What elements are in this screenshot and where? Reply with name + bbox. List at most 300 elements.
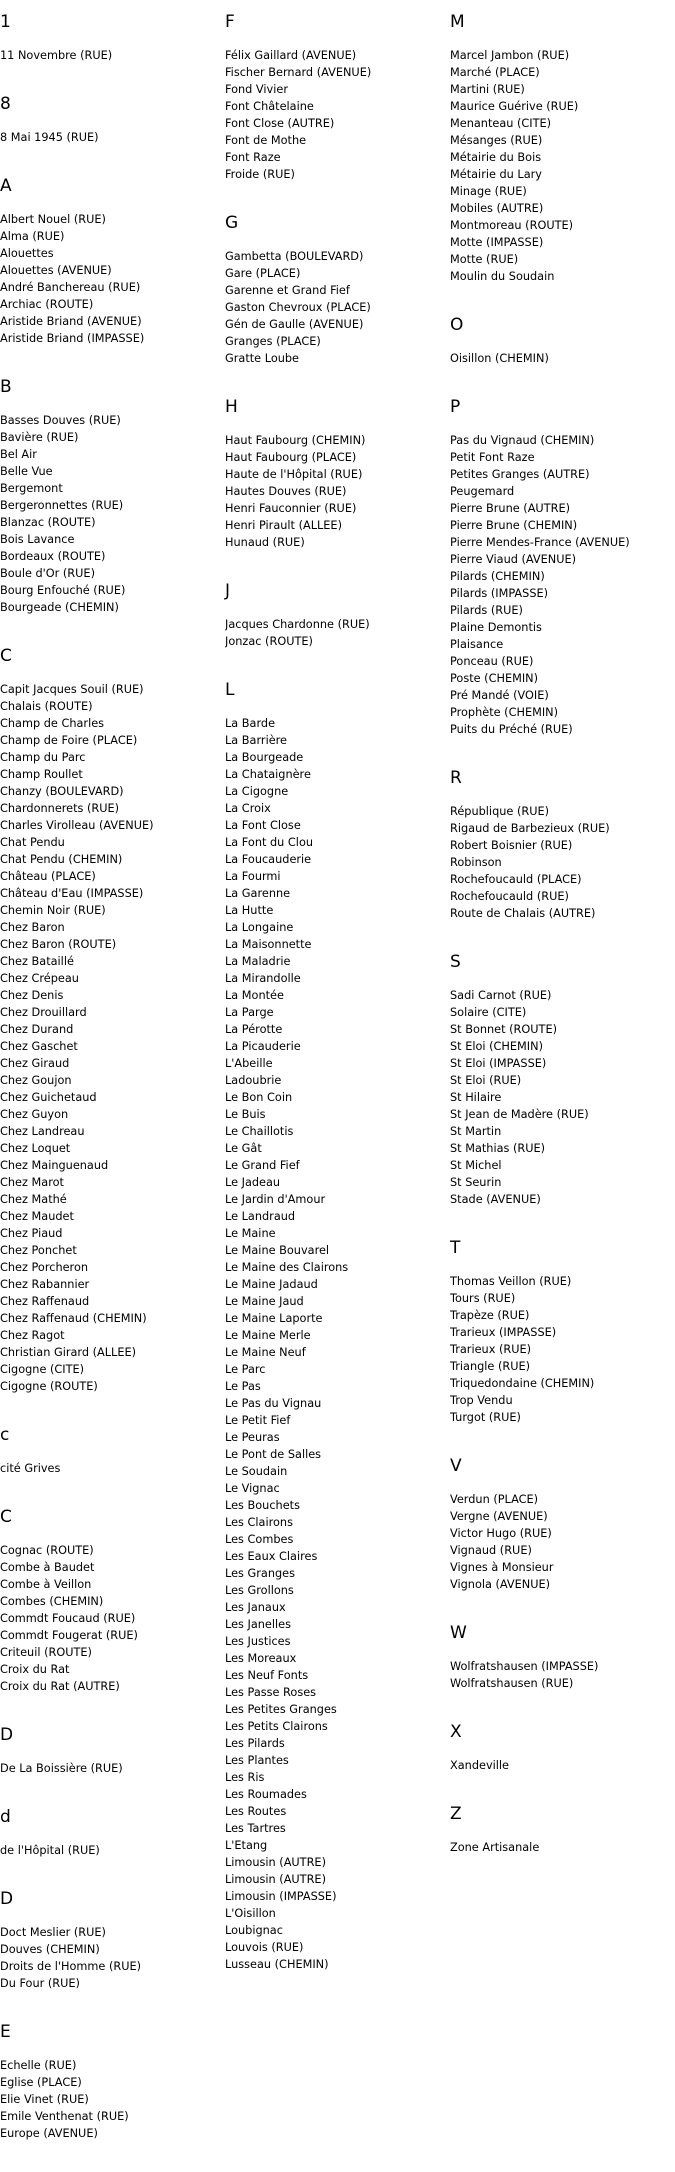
street-link[interactable]: Ponceau (RUE) (450, 655, 534, 668)
street-list (450, 1839, 675, 1856)
street-link[interactable]: Le Parc (225, 1363, 266, 1376)
street-link[interactable]: Le Maine Laporte (225, 1312, 323, 1325)
street-link[interactable]: Verdun (PLACE) (450, 1493, 539, 1506)
street-link[interactable]: Font Raze (225, 151, 281, 164)
street-link[interactable]: St Eloi (IMPASSE) (450, 1057, 547, 1070)
street-link[interactable]: Chat Pendu (0, 836, 65, 849)
street-link[interactable]: Trop Vendu (450, 1394, 513, 1407)
street-link[interactable]: Métairie du Bois (450, 151, 542, 164)
street-link[interactable]: Font de Mothe (225, 134, 307, 147)
street-link[interactable]: Les Petites Granges (225, 1703, 337, 1716)
street-link[interactable]: Stade (AVENUE) (450, 1193, 541, 1206)
street-link[interactable]: Puits du Préché (RUE) (450, 723, 573, 736)
street-link[interactable]: Lusseau (CHEMIN) (225, 1958, 329, 1971)
letter-group (450, 12, 675, 285)
letter-group (0, 1425, 220, 1477)
street-link[interactable]: Thomas Veillon (RUE) (450, 1275, 572, 1288)
street-link[interactable]: Emile Venthenat (RUE) (0, 2110, 129, 2123)
street-link[interactable]: Félix Gaillard (AVENUE) (225, 49, 357, 62)
street-link[interactable]: Cognac (ROUTE) (0, 1544, 94, 1557)
street-link[interactable]: Alouettes (AVENUE) (0, 264, 112, 277)
street-link[interactable]: Criteuil (ROUTE) (0, 1646, 92, 1659)
street-link[interactable]: Font Châtelaine (225, 100, 314, 113)
letter-group (450, 397, 675, 738)
letter-heading: L (225, 680, 235, 700)
street-link[interactable]: Bordeaux (ROUTE) (0, 550, 106, 563)
street-link[interactable]: Plaisance (450, 638, 504, 651)
street-link[interactable]: Les Petits Clairons (225, 1720, 328, 1733)
street-link[interactable]: Doct Meslier (RUE) (0, 1926, 106, 1939)
street-link[interactable]: De La Boissière (RUE) (0, 1762, 123, 1775)
street-link[interactable]: La Picauderie (225, 1040, 301, 1053)
street-link[interactable]: Henri Pirault (ALLEE) (225, 519, 342, 532)
street-link[interactable]: St Bonnet (ROUTE) (450, 1023, 558, 1036)
street-link[interactable]: La Font du Clou (225, 836, 314, 849)
street-link[interactable]: Chardonnerets (RUE) (0, 802, 120, 815)
street-link[interactable]: Chez Denis (0, 989, 64, 1002)
letter-heading: Z (450, 1804, 462, 1824)
street-link[interactable]: Blanzac (ROUTE) (0, 516, 96, 529)
street-link[interactable]: La Chataignère (225, 768, 311, 781)
street-link[interactable]: Trarieux (RUE) (450, 1343, 532, 1356)
letter-group (450, 1238, 675, 1426)
street-link[interactable]: Le Maine (225, 1227, 276, 1240)
street-link[interactable]: Xandeville (450, 1759, 509, 1772)
street-link[interactable]: Rochefoucauld (PLACE) (450, 873, 582, 886)
street-link[interactable]: Pas du Vignaud (CHEMIN) (450, 434, 595, 447)
street-link[interactable]: Jacques Chardonne (RUE) (225, 618, 370, 631)
street-link[interactable]: La Hutte (225, 904, 274, 917)
street-link[interactable]: Triangle (RUE) (450, 1360, 531, 1373)
street-link[interactable]: Chez Mathé (0, 1193, 67, 1206)
street-link[interactable]: Le Maine des Clairons (225, 1261, 349, 1274)
street-link[interactable]: Chez Piaud (0, 1227, 63, 1240)
street-link[interactable]: St Seurin (450, 1176, 502, 1189)
street-link[interactable]: Le Grand Fief (225, 1159, 300, 1172)
street-list (0, 1760, 220, 1777)
street-link[interactable]: Chez Marot (0, 1176, 64, 1189)
street-link[interactable]: Gratte Loube (225, 352, 300, 365)
street-link[interactable]: Le Soudain (225, 1465, 288, 1478)
street-link[interactable]: Bourg Enfouché (RUE) (0, 584, 126, 597)
street-link[interactable]: La Maladrie (225, 955, 291, 968)
street-link[interactable]: Hautes Douves (RUE) (225, 485, 347, 498)
street-link[interactable]: Haute de l'Hôpital (RUE) (225, 468, 363, 481)
street-link[interactable]: Commdt Foucaud (RUE) (0, 1612, 136, 1625)
street-link[interactable]: La Croix (225, 802, 271, 815)
street-link[interactable]: La Font Close (225, 819, 301, 832)
street-link[interactable]: Chez Loquet (0, 1142, 71, 1155)
street-link[interactable]: Vignaud (RUE) (450, 1544, 532, 1557)
street-link[interactable]: Solaire (CITE) (450, 1006, 527, 1019)
street-list (450, 1658, 675, 1692)
street-link[interactable]: Triquedondaine (CHEMIN) (450, 1377, 595, 1390)
letter-group (225, 12, 445, 183)
street-link[interactable]: Aristide Briand (AVENUE) (0, 315, 142, 328)
street-link[interactable]: Limousin (AUTRE) (225, 1856, 326, 1869)
street-link[interactable]: Bel Air (0, 448, 37, 461)
street-list (0, 1924, 220, 1992)
street-link[interactable]: La Parge (225, 1006, 274, 1019)
street-link[interactable]: Croix du Rat (AUTRE) (0, 1680, 120, 1693)
street-link[interactable]: Henri Fauconnier (RUE) (225, 502, 357, 515)
street-link[interactable]: Les Eaux Claires (225, 1550, 318, 1563)
street-link[interactable]: Belle Vue (0, 465, 53, 478)
letter-group (450, 315, 675, 367)
street-link[interactable]: Le Jadeau (225, 1176, 281, 1189)
street-link[interactable]: Les Justices (225, 1635, 291, 1648)
street-list (225, 715, 445, 1973)
street-link[interactable]: Menanteau (CITE) (450, 117, 552, 130)
street-link[interactable]: Chanzy (BOULEVARD) (0, 785, 124, 798)
street-link[interactable]: Champ Roullet (0, 768, 83, 781)
letter-heading: H (225, 397, 238, 417)
street-link[interactable]: L'Abeille (225, 1057, 273, 1070)
street-link[interactable]: Les Pilards (225, 1737, 285, 1750)
street-link[interactable]: Pilards (RUE) (450, 604, 523, 617)
street-link[interactable]: Chez Drouillard (0, 1006, 87, 1019)
letter-heading: c (0, 1425, 10, 1445)
street-link[interactable]: L'Oisillon (225, 1907, 276, 1920)
street-link[interactable]: Fischer Bernard (AVENUE) (225, 66, 372, 79)
street-link[interactable]: Moulin du Soudain (450, 270, 555, 283)
letter-heading: W (450, 1623, 467, 1643)
street-link[interactable]: Bergeronnettes (RUE) (0, 499, 124, 512)
street-link[interactable]: Prophète (CHEMIN) (450, 706, 559, 719)
street-link[interactable]: Chez Durand (0, 1023, 74, 1036)
street-link[interactable]: Boule d'Or (RUE) (0, 567, 95, 580)
letter-group (225, 581, 445, 650)
street-link[interactable]: Charles Virolleau (AVENUE) (0, 819, 154, 832)
street-link[interactable]: St Eloi (RUE) (450, 1074, 522, 1087)
street-link[interactable]: Douves (CHEMIN) (0, 1943, 100, 1956)
street-link[interactable]: Le Pas (225, 1380, 261, 1393)
street-link[interactable]: Alouettes (0, 247, 54, 260)
street-link[interactable]: Les Tartres (225, 1822, 286, 1835)
street-link[interactable]: Robinson (450, 856, 502, 869)
street-link[interactable]: Limousin (IMPASSE) (225, 1890, 337, 1903)
street-link[interactable]: Poste (CHEMIN) (450, 672, 539, 685)
street-link[interactable]: Mésanges (RUE) (450, 134, 543, 147)
street-link[interactable]: Le Maine Bouvarel (225, 1244, 330, 1257)
street-list (450, 350, 675, 367)
street-link[interactable]: Pilards (IMPASSE) (450, 587, 549, 600)
street-link[interactable]: Les Ris (225, 1771, 265, 1784)
street-link[interactable]: Haut Faubourg (PLACE) (225, 451, 357, 464)
street-list (450, 1757, 675, 1774)
street-link[interactable]: Motte (IMPASSE) (450, 236, 544, 249)
street-link[interactable]: Champ du Parc (0, 751, 86, 764)
street-link[interactable]: Louvois (RUE) (225, 1941, 304, 1954)
letter-group (450, 768, 675, 922)
street-link[interactable]: Pierre Viaud (AVENUE) (450, 553, 577, 566)
street-list (0, 1542, 220, 1695)
street-link[interactable]: Montmoreau (ROUTE) (450, 219, 574, 232)
street-link[interactable]: Gambetta (BOULEVARD) (225, 250, 364, 263)
street-link[interactable]: Chemin Noir (RUE) (0, 904, 106, 917)
street-link[interactable]: Vignes à Monsieur (450, 1561, 554, 1574)
letter-group (0, 94, 220, 146)
street-link[interactable]: Trapèze (RUE) (450, 1309, 530, 1322)
letter-heading: C (0, 1507, 12, 1527)
street-link[interactable]: Aristide Briand (IMPASSE) (0, 332, 145, 345)
street-link[interactable]: La Longaine (225, 921, 294, 934)
street-link[interactable]: Cigogne (ROUTE) (0, 1380, 98, 1393)
street-link[interactable]: Rigaud de Barbezieux (RUE) (450, 822, 610, 835)
street-link[interactable]: Robert Boisnier (RUE) (450, 839, 573, 852)
street-link[interactable]: Le Maine Merle (225, 1329, 311, 1342)
street-link[interactable]: Le Landraud (225, 1210, 296, 1223)
street-list (0, 2057, 220, 2142)
street-link[interactable]: Le Pont de Salles (225, 1448, 322, 1461)
street-link[interactable]: Le Buis (225, 1108, 266, 1121)
street-link[interactable]: Château (PLACE) (0, 870, 96, 883)
street-link[interactable]: Le Vignac (225, 1482, 280, 1495)
street-link[interactable]: Oisillon (CHEMIN) (450, 352, 549, 365)
street-link[interactable]: Chez Raffenaud (0, 1295, 90, 1308)
street-link[interactable]: Le Maine Neuf (225, 1346, 306, 1359)
letter-group (0, 377, 220, 616)
street-link[interactable]: Echelle (RUE) (0, 2059, 77, 2072)
street-list (0, 412, 220, 616)
street-link[interactable]: Le Peuras (225, 1431, 280, 1444)
street-link[interactable]: Chez Baron (ROUTE) (0, 938, 117, 951)
street-link[interactable]: Combes (CHEMIN) (0, 1595, 104, 1608)
street-link[interactable]: Les Bouchets (225, 1499, 300, 1512)
street-link[interactable]: L'Etang (225, 1839, 268, 1852)
street-link[interactable]: Plaine Demontis (450, 621, 542, 634)
street-link[interactable]: Chez Ponchet (0, 1244, 77, 1257)
street-link[interactable]: Haut Faubourg (CHEMIN) (225, 434, 366, 447)
street-list (0, 681, 220, 1395)
street-link[interactable]: Le Chaillotis (225, 1125, 294, 1138)
street-link[interactable]: Chez Gaschet (0, 1040, 78, 1053)
letter-heading: B (0, 377, 12, 397)
street-link[interactable]: Champ de Foire (PLACE) (0, 734, 138, 747)
street-link[interactable]: Combe à Veillon (0, 1578, 92, 1591)
street-link[interactable]: Chez Porcheron (0, 1261, 89, 1274)
street-link[interactable]: Les Janaux (225, 1601, 286, 1614)
street-link[interactable]: Le Bon Coin (225, 1091, 293, 1104)
street-link[interactable]: Peugemard (450, 485, 515, 498)
street-link[interactable]: La Barrière (225, 734, 288, 747)
street-link[interactable]: St Eloi (CHEMIN) (450, 1040, 543, 1053)
street-link[interactable]: Petit Font Raze (450, 451, 535, 464)
street-link[interactable]: La Foucauderie (225, 853, 312, 866)
street-link[interactable]: Granges (PLACE) (225, 335, 321, 348)
street-link[interactable]: Chez Giraud (0, 1057, 70, 1070)
street-link[interactable]: Gare (PLACE) (225, 267, 301, 280)
street-link[interactable]: Tours (RUE) (450, 1292, 516, 1305)
street-link[interactable]: Chez Rabannier (0, 1278, 90, 1291)
street-link[interactable]: Cigogne (CITE) (0, 1363, 85, 1376)
street-link[interactable]: La Pérotte (225, 1023, 283, 1036)
street-link[interactable]: La Mirandolle (225, 972, 301, 985)
street-link[interactable]: Les Clairons (225, 1516, 293, 1529)
street-link[interactable]: Chez Guyon (0, 1108, 69, 1121)
street-link[interactable]: Vignola (AVENUE) (450, 1578, 551, 1591)
street-link[interactable]: de l'Hôpital (RUE) (0, 1844, 100, 1857)
letter-heading: S (450, 952, 461, 972)
street-link[interactable]: Archiac (ROUTE) (0, 298, 94, 311)
street-list (225, 616, 445, 650)
street-link[interactable]: Froide (RUE) (225, 168, 295, 181)
street-link[interactable]: Petites Granges (AUTRE) (450, 468, 590, 481)
street-link[interactable]: Chez Baron (0, 921, 65, 934)
street-link[interactable]: Elie Vinet (RUE) (0, 2093, 89, 2106)
street-link[interactable]: Christian Girard (ALLEE) (0, 1346, 137, 1359)
street-link[interactable]: Pilards (CHEMIN) (450, 570, 545, 583)
street-link[interactable]: St Mathias (RUE) (450, 1142, 546, 1155)
street-list (0, 211, 220, 347)
street-link[interactable]: Capit Jacques Souil (RUE) (0, 683, 144, 696)
street-link[interactable]: Les Janelles (225, 1618, 291, 1631)
letter-heading: 1 (0, 12, 11, 32)
street-link[interactable]: Les Routes (225, 1805, 287, 1818)
letter-group (0, 646, 220, 1395)
street-link[interactable]: La Fourmi (225, 870, 281, 883)
street-link[interactable]: Bourgeade (CHEMIN) (0, 601, 119, 614)
street-link[interactable]: Mobiles (AUTRE) (450, 202, 544, 215)
street-link[interactable]: André Banchereau (RUE) (0, 281, 141, 294)
street-link[interactable]: Combe à Baudet (0, 1561, 95, 1574)
street-link[interactable]: Les Moreaux (225, 1652, 297, 1665)
street-link[interactable]: Basses Douves (RUE) (0, 414, 121, 427)
street-link[interactable]: Sadi Carnot (RUE) (450, 989, 552, 1002)
street-link[interactable]: Le Pas du Vignau (225, 1397, 322, 1410)
street-link[interactable]: Chez Mainguenaud (0, 1159, 109, 1172)
street-link[interactable]: Trarieux (IMPASSE) (450, 1326, 557, 1339)
street-link[interactable]: Les Roumades (225, 1788, 307, 1801)
street-link[interactable]: Marché (PLACE) (450, 66, 540, 79)
street-link[interactable]: Les Neuf Fonts (225, 1669, 309, 1682)
street-list (450, 803, 675, 922)
street-link[interactable]: Minage (RUE) (450, 185, 527, 198)
street-link[interactable]: Les Plantes (225, 1754, 289, 1767)
street-link[interactable]: Commdt Fougerat (RUE) (0, 1629, 138, 1642)
street-link[interactable]: Font Close (AUTRE) (225, 117, 335, 130)
street-link[interactable]: Pierre Brune (AUTRE) (450, 502, 570, 515)
street-link[interactable]: République (RUE) (450, 805, 550, 818)
street-link[interactable]: Pré Mandé (VOIE) (450, 689, 549, 702)
street-link[interactable]: Jonzac (ROUTE) (225, 635, 313, 648)
street-link[interactable]: Les Grollons (225, 1584, 294, 1597)
street-link[interactable]: Chez Maudet (0, 1210, 74, 1223)
letter-heading: R (450, 768, 462, 788)
street-link[interactable]: Le Maine Jaud (225, 1295, 304, 1308)
street-link[interactable]: La Maisonnette (225, 938, 312, 951)
street-link[interactable]: 11 Novembre (RUE) (0, 49, 113, 62)
letter-group (0, 12, 220, 64)
letter-group (225, 680, 445, 1973)
street-link[interactable]: Loubignac (225, 1924, 283, 1937)
street-list (450, 47, 675, 285)
street-list (225, 47, 445, 183)
street-link[interactable]: Chez Goujon (0, 1074, 72, 1087)
street-link[interactable]: Les Passe Roses (225, 1686, 317, 1699)
street-link[interactable]: Chez Ragot (0, 1329, 65, 1342)
street-link[interactable]: La Bourgeade (225, 751, 304, 764)
street-link[interactable]: Europe (AVENUE) (0, 2127, 98, 2140)
street-link[interactable]: Victor Hugo (RUE) (450, 1527, 552, 1540)
street-link[interactable]: Limousin (AUTRE) (225, 1873, 326, 1886)
street-link[interactable]: Bergemont (0, 482, 63, 495)
street-link[interactable]: Rochefoucauld (RUE) (450, 890, 569, 903)
street-link[interactable]: St Jean de Madère (RUE) (450, 1108, 589, 1121)
street-link[interactable]: Chez Bataillé (0, 955, 74, 968)
street-link[interactable]: La Montée (225, 989, 284, 1002)
street-link[interactable]: Pierre Brune (CHEMIN) (450, 519, 578, 532)
street-link[interactable]: Albert Nouel (RUE) (0, 213, 106, 226)
street-link[interactable]: Gaston Chevroux (PLACE) (225, 301, 371, 314)
street-link[interactable]: La Barde (225, 717, 276, 730)
street-list (0, 129, 220, 146)
street-link[interactable]: Marcel Jambon (RUE) (450, 49, 570, 62)
street-link[interactable]: Champ de Charles (0, 717, 105, 730)
street-link[interactable]: Les Combes (225, 1533, 294, 1546)
street-link[interactable]: Les Granges (225, 1567, 296, 1580)
street-link[interactable]: Le Maine Jadaud (225, 1278, 318, 1291)
street-link[interactable]: St Michel (450, 1159, 502, 1172)
street-link[interactable]: Le Petit Fief (225, 1414, 291, 1427)
street-link[interactable]: Bois Lavance (0, 533, 75, 546)
street-link[interactable]: La Garenne (225, 887, 291, 900)
letter-group (0, 1725, 220, 1777)
letter-heading: V (450, 1456, 462, 1476)
street-link[interactable]: Gén de Gaulle (AVENUE) (225, 318, 364, 331)
street-link[interactable]: Chalais (ROUTE) (0, 700, 93, 713)
street-link[interactable]: Le Gât (225, 1142, 262, 1155)
street-link[interactable]: Le Jardin d'Amour (225, 1193, 326, 1206)
letter-heading: F (225, 12, 235, 32)
street-link[interactable]: Wolfratshausen (IMPASSE) (450, 1660, 599, 1673)
street-link[interactable]: St Martin (450, 1125, 502, 1138)
street-link[interactable]: Métairie du Lary (450, 168, 542, 181)
street-link[interactable]: Croix du Rat (0, 1663, 70, 1676)
street-link[interactable]: Pierre Mendes-France (AVENUE) (450, 536, 630, 549)
street-link[interactable]: Du Four (RUE) (0, 1977, 80, 1990)
street-link[interactable]: Turgot (RUE) (450, 1411, 521, 1424)
street-link[interactable]: Château d'Eau (IMPASSE) (0, 887, 144, 900)
street-link[interactable]: Chez Raffenaud (CHEMIN) (0, 1312, 147, 1325)
street-link[interactable]: Maurice Guérive (RUE) (450, 100, 579, 113)
street-link[interactable]: Zone Artisanale (450, 1841, 540, 1854)
street-link[interactable]: Droits de l'Homme (RUE) (0, 1960, 142, 1973)
street-link[interactable]: Eglise (PLACE) (0, 2076, 82, 2089)
street-link[interactable]: Garenne et Grand Fief (225, 284, 350, 297)
street-link[interactable]: Chat Pendu (CHEMIN) (0, 853, 123, 866)
street-link[interactable]: St Hilaire (450, 1091, 502, 1104)
street-link[interactable]: cité Grives (0, 1462, 61, 1475)
street-link[interactable]: Chez Landreau (0, 1125, 85, 1138)
street-link[interactable]: 8 Mai 1945 (RUE) (0, 131, 99, 144)
street-link[interactable]: Motte (RUE) (450, 253, 519, 266)
street-link[interactable]: Fond Vivier (225, 83, 288, 96)
street-link[interactable]: Martini (RUE) (450, 83, 525, 96)
street-link[interactable]: La Cigogne (225, 785, 289, 798)
street-link[interactable]: Vergne (AVENUE) (450, 1510, 548, 1523)
street-link[interactable]: Ladoubrie (225, 1074, 282, 1087)
letter-heading: O (450, 315, 464, 335)
letter-heading: D (0, 1889, 14, 1909)
street-link[interactable]: Chez Guichetaud (0, 1091, 97, 1104)
street-link[interactable]: Alma (RUE) (0, 230, 65, 243)
street-link[interactable]: Wolfratshausen (RUE) (450, 1677, 574, 1690)
street-link[interactable]: Chez Crépeau (0, 972, 79, 985)
street-link[interactable]: Route de Chalais (AUTRE) (450, 907, 596, 920)
street-link[interactable]: Bavière (RUE) (0, 431, 79, 444)
street-link[interactable]: Hunaud (RUE) (225, 536, 305, 549)
